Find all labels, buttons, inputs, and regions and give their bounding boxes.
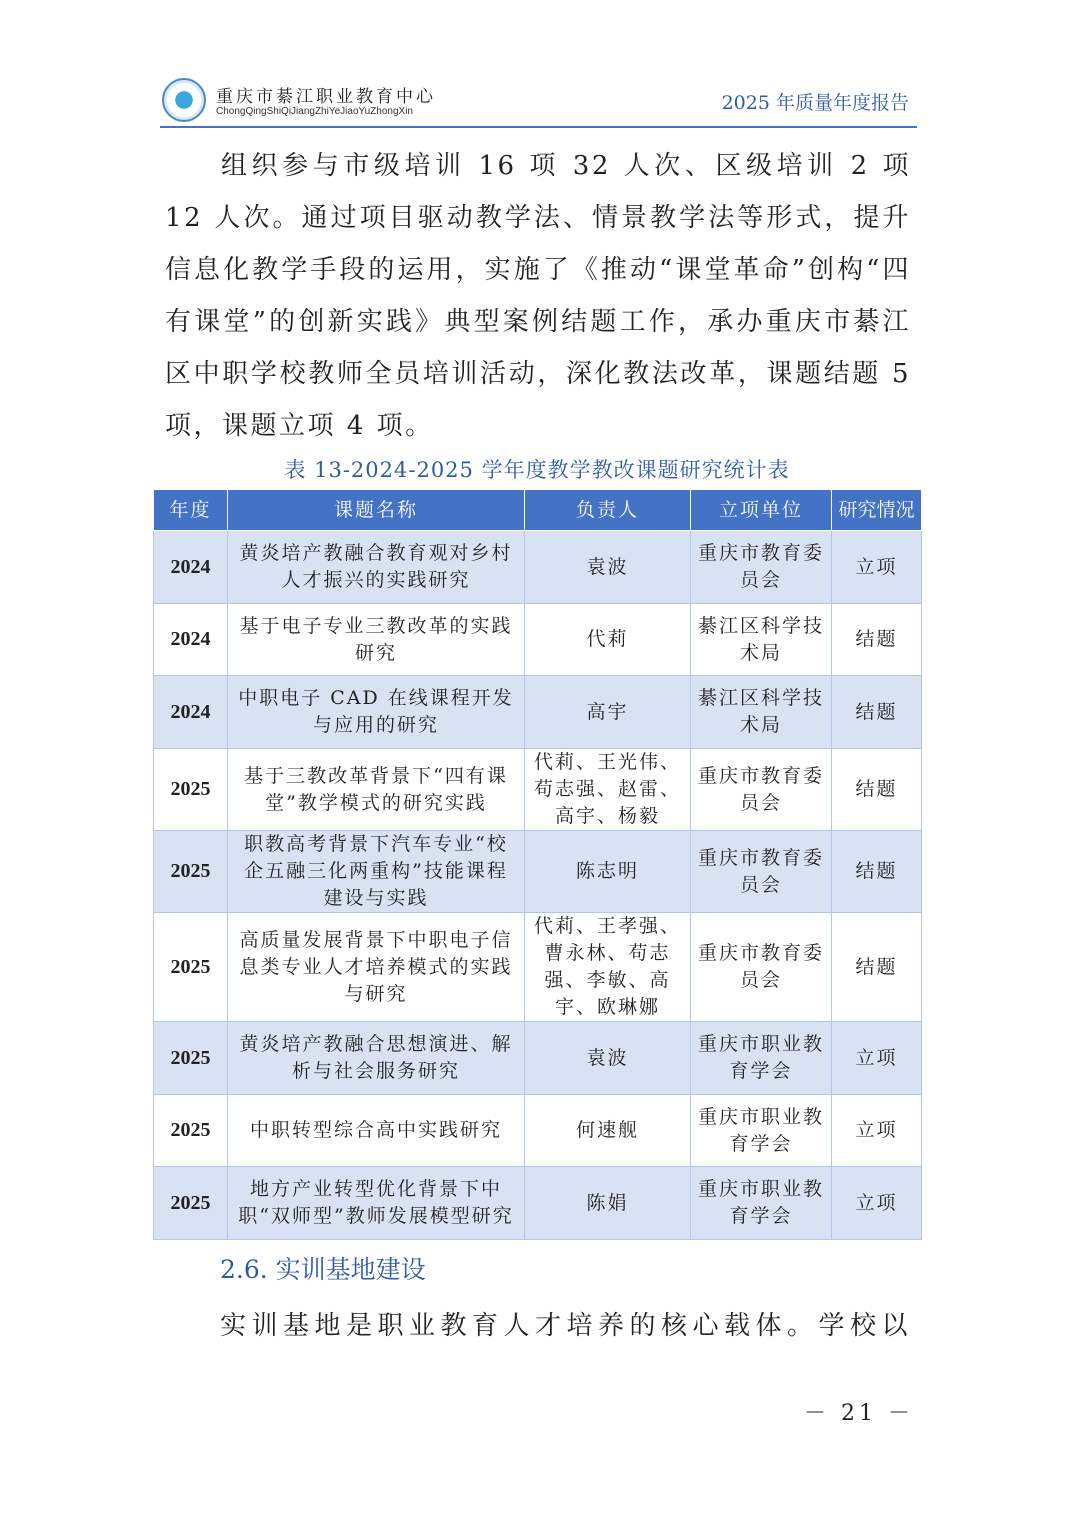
cell-leader: 高宇 [525,676,691,749]
cell-year: 2025 [154,1022,228,1095]
cell-status: 立项 [832,1167,922,1240]
cell-status: 立项 [832,531,922,604]
table-row [154,1022,922,1095]
cell-leader: 代莉 [525,604,691,676]
research-table [153,489,922,1240]
cell-leader: 袁波 [525,531,691,604]
cell-title: 基于三教改革背景下“四有课堂”教学模式的研究实践 [228,749,525,831]
cell-status: 立项 [832,1095,922,1167]
cell-leader: 代莉、王孝强、曹永林、苟志强、李敏、高宇、欧琳娜 [525,913,691,1022]
cell-title: 基于电子专业三教改革的实践研究 [228,604,525,676]
cell-year: 2025 [154,913,228,1022]
cell-unit: 綦江区科学技术局 [691,604,832,676]
table-row [154,831,922,913]
cell-year: 2025 [154,749,228,831]
cell-leader: 何速舰 [525,1095,691,1167]
school-name-en: ChongQingShiQiJiangZhiYeJiaoYuZhongXin [216,106,413,117]
cell-title: 中职转型综合高中实践研究 [228,1095,525,1167]
cell-leader: 代莉、王光伟、苟志强、赵雷、高宇、杨毅 [525,749,691,831]
cell-unit: 重庆市教育委员会 [691,749,832,831]
cell-unit: 重庆市教育委员会 [691,913,832,1022]
cell-year: 2024 [154,531,228,604]
report-title: 2025 年质量年度报告 [721,92,909,114]
page-number: － 21 － [804,1401,914,1426]
cell-year: 2024 [154,604,228,676]
table-row [154,1095,922,1167]
table-row [154,749,922,831]
cell-year: 2025 [154,1167,228,1240]
school-name-cn: 重庆市綦江职业教育中心 [216,87,436,107]
col-unit: 立项单位 [691,490,832,531]
cell-year: 2024 [154,676,228,749]
cell-leader: 袁波 [525,1022,691,1095]
cell-unit: 重庆市教育委员会 [691,831,832,913]
col-leader: 负责人 [525,490,691,531]
table-row [154,1167,922,1240]
cell-title: 地方产业转型优化背景下中职“双师型”教师发展模型研究 [228,1167,525,1240]
col-year: 年度 [154,490,228,531]
cell-leader: 陈志明 [525,831,691,913]
table-row [154,676,922,749]
cell-unit: 重庆市职业教育学会 [691,1167,832,1240]
cell-status: 结题 [832,831,922,913]
cell-year: 2025 [154,831,228,913]
cell-status: 结题 [832,604,922,676]
body-text [165,140,911,452]
cell-status: 结题 [832,676,922,749]
cell-unit: 綦江区科学技术局 [691,676,832,749]
cell-title: 高质量发展背景下中职电子信息类专业人才培养模式的实践与研究 [228,913,525,1022]
col-status: 研究情况 [832,490,922,531]
col-title: 课题名称 [228,490,525,531]
table-header-row [154,490,922,531]
paragraph: 组织参与市级培训 16 项 32 人次、区级培训 2 项 12 人次。通过项目驱动教学法、情景教学法等形式，提升信息化教学手段的运用，实施了《推动“课堂革命”创构“四有课堂”的创新实践》典型案例结题工作，承办重庆市綦江区中职学校教师全员培训活动，深化教法改革，课题结题 5 项，课题立项 4 项。 [165,151,911,441]
section-heading: 2.6. 实训基地建设 [220,1255,426,1284]
cell-unit: 重庆市职业教育学会 [691,1095,832,1167]
cell-leader: 陈娟 [525,1167,691,1240]
table-row [154,531,922,604]
cell-title: 黄炎培产教融合思想演进、解析与社会服务研究 [228,1022,525,1095]
table-row [154,604,922,676]
cell-title: 职教高考背景下汽车专业“校企五融三化两重构”技能课程建设与实践 [228,831,525,913]
page-header [160,76,917,128]
cell-title: 中职电子 CAD 在线课程开发与应用的研究 [228,676,525,749]
cell-status: 结题 [832,749,922,831]
cell-status: 结题 [832,913,922,1022]
cell-status: 立项 [832,1022,922,1095]
school-logo [162,78,206,122]
cell-title: 黄炎培产教融合教育观对乡村人才振兴的实践研究 [228,531,525,604]
section-text: 实训基地是职业教育人才培养的核心载体。学校以 [220,1311,914,1341]
cell-unit: 重庆市教育委员会 [691,531,832,604]
table-row [154,913,922,1022]
cell-year: 2025 [154,1095,228,1167]
table-caption: 表 13-2024-2025 学年度教学教改课题研究统计表 [284,458,790,482]
cell-unit: 重庆市职业教育学会 [691,1022,832,1095]
